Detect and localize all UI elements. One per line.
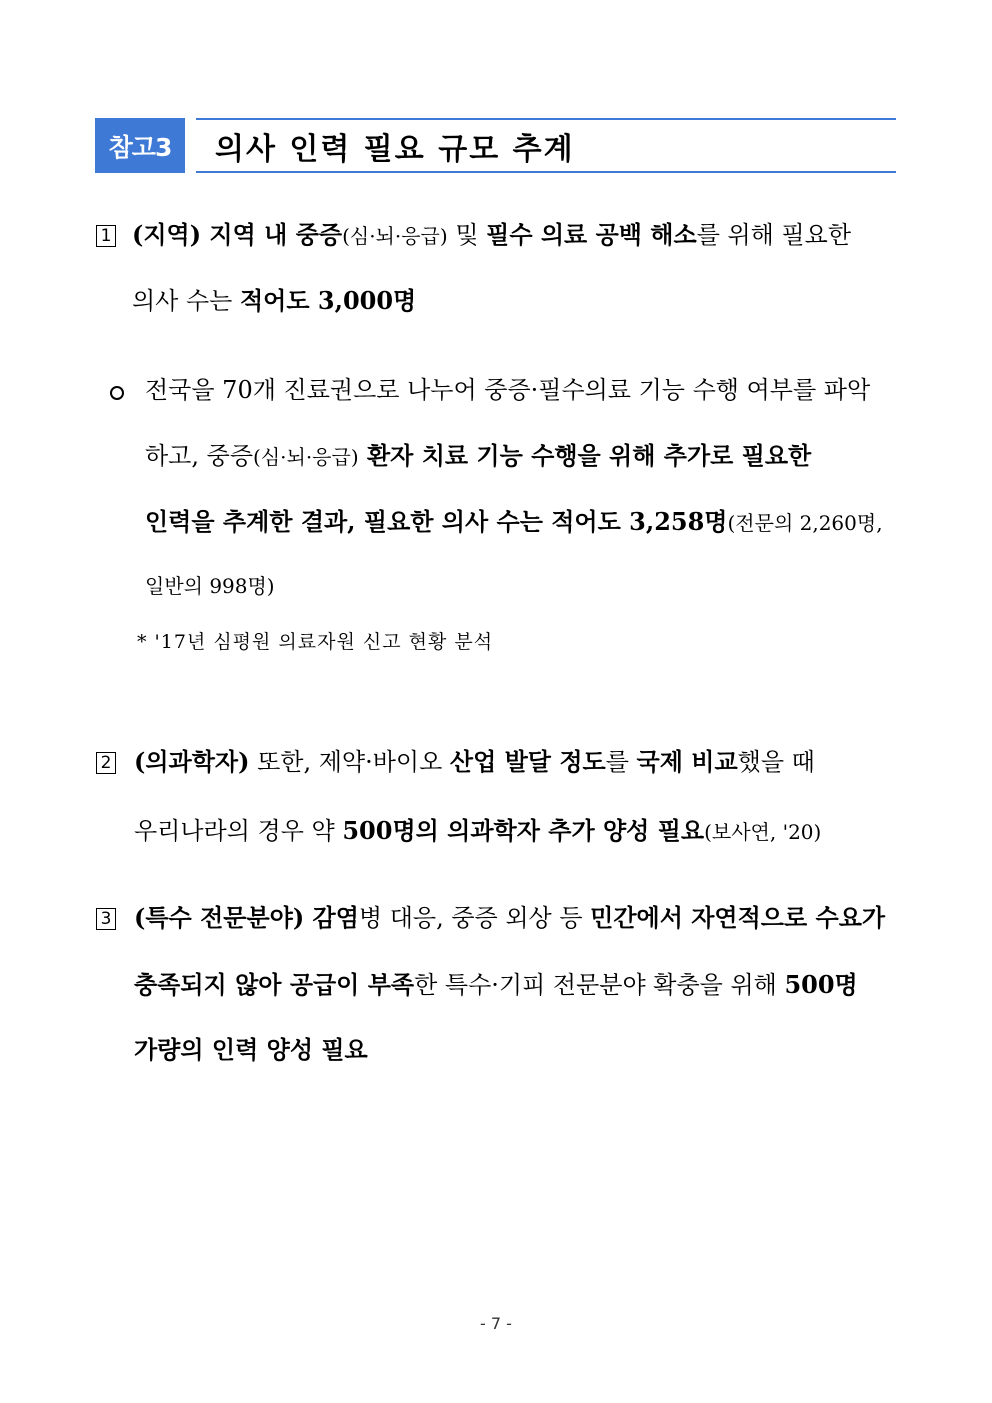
section-header [95, 118, 896, 173]
item-number-2: 2 [96, 752, 116, 774]
bullet-circle-icon [110, 386, 124, 400]
page-title: 의사 인력 필요 규모 추계 [215, 131, 575, 167]
item-number-1: 1 [96, 225, 116, 247]
header-bottom-rule [196, 171, 896, 173]
item1-lead: (지역) 지역 내 중증 [132, 220, 343, 249]
item-number-3: 3 [96, 908, 116, 930]
page-number: - 7 - [480, 1314, 512, 1333]
reference-badge: 참고3 [95, 118, 185, 173]
